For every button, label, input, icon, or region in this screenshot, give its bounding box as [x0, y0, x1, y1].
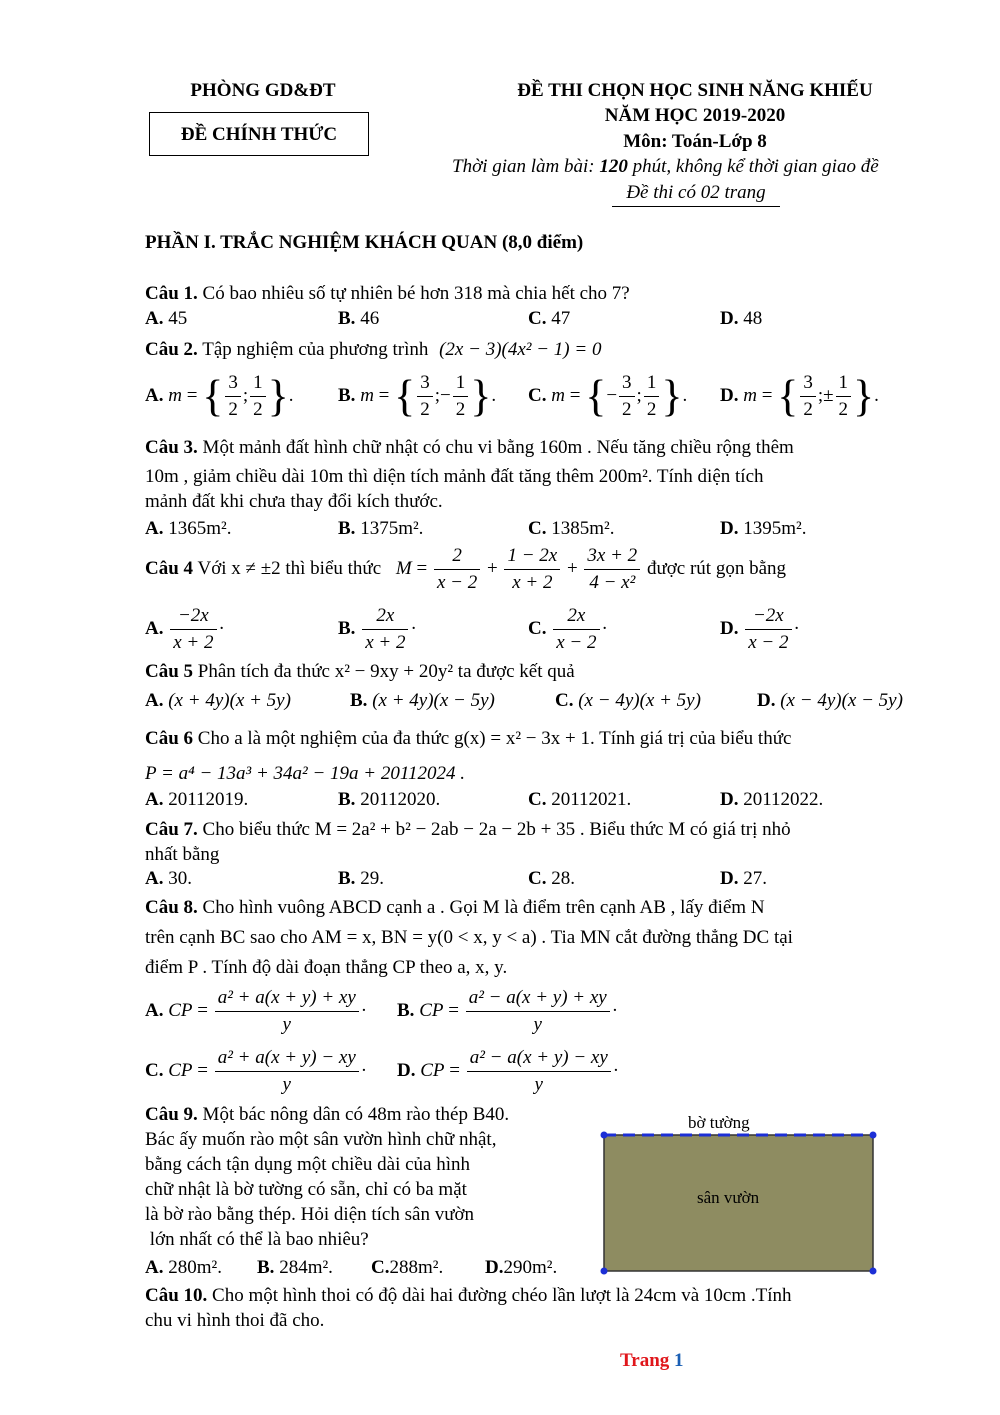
q9-options: A. 280m². B. 284m². C.288m². D.290m².	[145, 1257, 558, 1278]
school-year: NĂM HỌC 2019-2020	[604, 105, 786, 126]
department-name: PHÒNG GD&ĐT	[190, 80, 336, 101]
exam-title: ĐỀ THI CHỌN HỌC SINH NĂNG KHIẾU	[517, 80, 873, 101]
section-title: PHẦN I. TRẮC NGHIỆM KHÁCH QUAN (8,0 điểm)	[145, 232, 584, 253]
question-6: Câu 6 Cho a là một nghiệm của đa thức g(x) = x² − 3x + 1. Tính giá trị của biểu thức	[145, 728, 792, 749]
q3-options: A. 1365m². B. 1375m². C. 1385m². D. 1395m².	[145, 518, 807, 539]
q5-options: A. (x + 4y)(x + 5y) B. (x + 4y)(x − 5y) C. (x − 4y)(x + 5y) D. (x − 4y)(x − 5y)	[145, 690, 903, 711]
question-10: Câu 10. Cho một hình thoi có độ dài hai đường chéo lần lượt là 24cm và 10cm .Tính chu vi hình thoi đã cho.	[145, 1285, 792, 1331]
corner-point	[870, 1268, 877, 1275]
q2-options: A. m = { $\frac{3}{2}$ ; $\frac{1}{2}$ }. B. m = { $\frac{3}{2}$ ;− $\frac{1}{2}$ }. C. m = {− $\frac{3}{2}$ ; $\frac{1}{2}$ }. D. m = { $\frac{3}{2}$ ;± $\frac{1}{2}$ }.	[145, 371, 879, 421]
subject: Môn: Toán-Lớp 8	[623, 131, 767, 152]
question-8: Câu 8. Cho hình vuông ABCD cạnh a . Gọi M là điểm trên cạnh AB , lấy điểm N trên cạnh BC sao cho AM = x, BN = y(0 < x, y < a) . Tia MN cắt đường thẳng DC tại điểm P . Tính độ dài đoạn thẳng CP theo a, x, y.	[145, 897, 793, 978]
corner-point	[870, 1132, 877, 1139]
page-count-note: Đề thi có 02 trang	[612, 182, 780, 207]
q8-options-cd: C. CP = $\frac{\text{a² + a(x + y) − xy}}{y}$ · D. CP = $\frac{\text{a² − a(x + y) − xy}}{y}$ ·	[145, 1047, 620, 1095]
question-4: Câu 4 Với x ≠ ±2 thì biểu thức M = $\frac{2}{x - 2}$ + $\frac{1 - 2x}{x + 2}$ + $\frac{3x + 2}{\text{4 − x²}}$ được rút gọn bằng	[145, 545, 787, 593]
q8-options-ab: A. CP = $\frac{\text{a² + a(x + y) + xy}}{y}$ · B. CP = $\frac{\text{a² − a(x + y) + xy}}{y}$ ·	[145, 987, 619, 1035]
question-2: Câu 2. Tập nghiệm của phương trình (2x − 3)(4x² − 1) = 0	[145, 339, 602, 360]
q4-options: A. $\frac{-2x}{x + 2}$ · B. $\frac{2x}{x + 2}$ · C. $\frac{2x}{x - 2}$ · D. $\frac{-2x}{x - 2}$ ·	[145, 605, 800, 653]
question-3: Câu 3. Một mảnh đất hình chữ nhật có chu vi bằng 160m . Nếu tăng chiều rộng thêm 10m , giảm chiều dài 10m thì diện tích mảnh đất tăng thêm 200m². Tính diện tích mảnh đất khi chưa thay đổi kích thước.	[145, 437, 794, 512]
page-footer: Trang 1	[620, 1350, 684, 1371]
q7-options: A. 30. B. 29. C. 28. D. 27.	[145, 868, 767, 889]
official-exam-box: ĐỀ CHÍNH THỨC	[149, 112, 369, 156]
corner-point	[601, 1132, 608, 1139]
q1-options: A. 45 B. 46 C. 47 D. 48	[145, 308, 763, 329]
time-allowed: Thời gian làm bài: 120 phút, không kể thời gian giao đề	[452, 156, 879, 177]
q6-options: A. 20112019. B. 20112020. C. 20112021. D. 20112022.	[145, 789, 824, 810]
question-5: Câu 5 Phân tích đa thức x² − 9xy + 20y² ta được kết quả	[145, 661, 575, 682]
corner-point	[601, 1268, 608, 1275]
question-1: Câu 1. Có bao nhiêu số tự nhiên bé hơn 318 mà chia hết cho 7?	[145, 283, 630, 304]
garden-label: sân vườn	[697, 1188, 760, 1207]
question-7: Câu 7. Cho biểu thức M = 2a² + b² − 2ab − 2a − 2b + 35 . Biểu thức M có giá trị nhỏ nhất bằng	[145, 819, 791, 865]
equation: (2x − 3)(4x² − 1) = 0	[439, 339, 602, 360]
question-9: Câu 9. Một bác nông dân có 48m rào thép B40. Bác ấy muốn rào một sân vườn hình chữ nhật, bằng cách tận dụng một chiều dài của hình chữ nhật là bờ tường có sẵn, chỉ có ba mặt là bờ rào bằng thép. Hỏi diện tích sân vườn lớn nhất có thể là bao nhiêu?	[145, 1104, 510, 1250]
q6-expression: P = a⁴ − 13a³ + 34a² − 19a + 20112024 .	[145, 763, 465, 784]
wall-label: bờ tường	[688, 1113, 750, 1132]
